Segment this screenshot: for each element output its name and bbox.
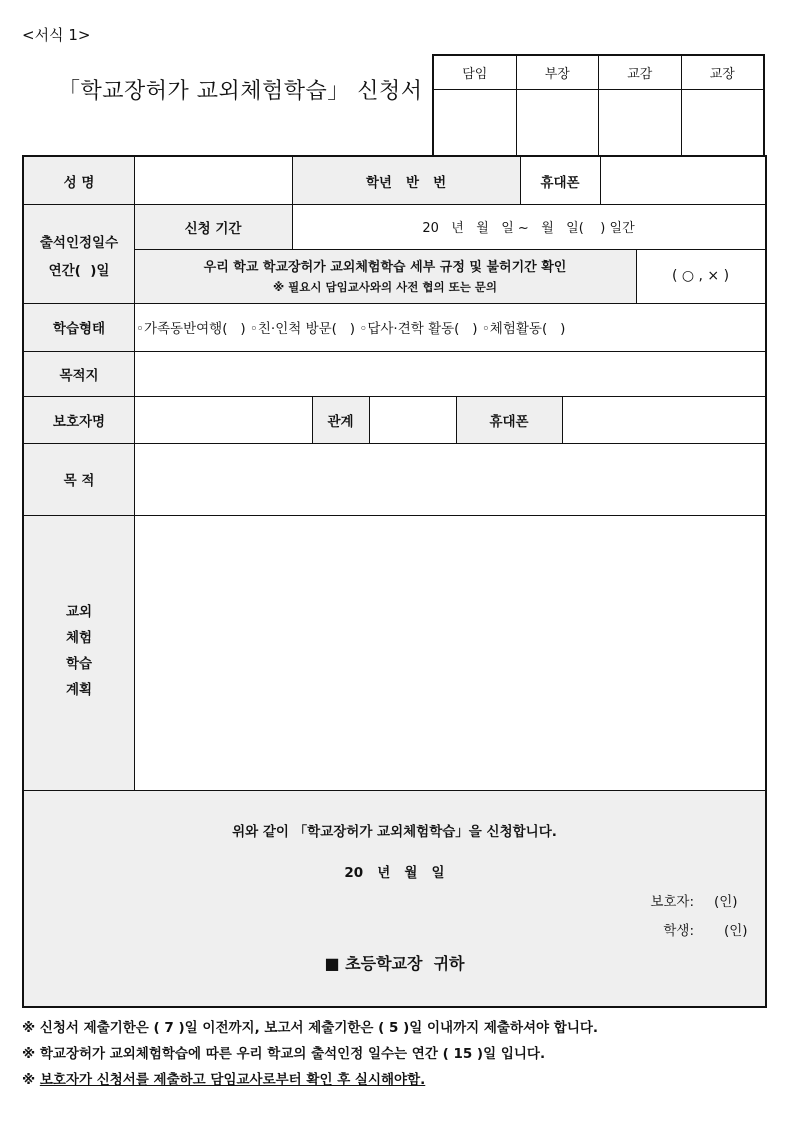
approval-vice-principal-label: 교감: [599, 56, 681, 90]
form-number: <서식 1>: [22, 26, 91, 44]
approval-box: [432, 54, 765, 157]
approval-homeroom-label: 담임: [434, 56, 516, 90]
apply-date: 20 년 월 일: [344, 865, 445, 881]
approval-principal-sign-field[interactable]: [682, 90, 764, 155]
plan-field[interactable]: [135, 515, 765, 790]
note-deadline: ※ 신청서 제출기한은 ( 7 )일 이전까지, 보고서 제출기한은 ( 5 )일 이내까지 제출하셔야 합니다.: [22, 1020, 599, 1036]
phone-field[interactable]: [601, 157, 765, 204]
approval-principal-label: 교장: [682, 56, 764, 90]
plan-label-3: 학습: [65, 656, 93, 672]
destination-label: 목적지: [59, 367, 99, 384]
attendance-days-label: 연간( )일: [48, 263, 110, 279]
attendance-label: 출석인정일수: [39, 235, 119, 251]
grade-class-label: 학년 반 번: [365, 174, 447, 191]
destination-field[interactable]: [135, 351, 765, 396]
guardian-name-field[interactable]: [135, 396, 312, 443]
addressee: ■ 초등학교장 귀하: [324, 953, 465, 973]
relation-label: 관계: [327, 413, 354, 430]
student-seal[interactable]: (인): [724, 923, 748, 939]
guardian-phone-field[interactable]: [563, 396, 765, 443]
approval-head: [517, 56, 600, 155]
apply-sentence: 위와 같이 「학교장허가 교외체험학습」을 신청합니다.: [232, 824, 557, 840]
learning-type-options[interactable]: ◦가족동반여행( ) ◦친·인척 방문( ) ◦답사·견학 활동( ) ◦체험활동( ): [136, 321, 566, 337]
name-field[interactable]: [135, 157, 292, 204]
period-field[interactable]: 20 년 월 일 ~ 월 일( ) 일간: [422, 221, 635, 236]
note-guardian-confirm: [22, 1068, 425, 1088]
student-sign-label: 학생:: [663, 923, 694, 939]
page-title: 「학교장허가 교외체험학습」 신청서: [58, 79, 423, 104]
phone-label: 휴대폰: [540, 174, 580, 191]
purpose-field[interactable]: [135, 443, 765, 515]
approval-homeroom-sign-field[interactable]: [434, 90, 516, 155]
name-label: 성 명: [63, 174, 95, 191]
period-label: 신청 기간: [184, 220, 242, 237]
approval-head-sign-field[interactable]: [517, 90, 599, 155]
approval-vice-principal-sign-field[interactable]: [599, 90, 681, 155]
guardian-phone-label: 휴대폰: [489, 413, 529, 430]
plan-label-1: 교외: [65, 604, 93, 620]
plan-label-4: 계획: [65, 682, 93, 698]
note-guardian-text: 보호자가 신청서를 제출하고 담임교사로부터 확인 후 실시해야함.: [39, 1072, 426, 1088]
learning-type-label: 학습형태: [52, 321, 106, 337]
application-form: [22, 155, 767, 1008]
approval-head-label: 부장: [517, 56, 599, 90]
rule-check-note: ※ 필요시 담임교사와의 사전 협의 또는 문의: [272, 280, 498, 294]
approval-vice-principal: [599, 56, 682, 155]
rule-check-ox-field[interactable]: ( ○ , × ): [671, 268, 730, 284]
approval-homeroom: [434, 56, 517, 155]
purpose-label: 목 적: [63, 473, 95, 489]
guardian-seal[interactable]: (인): [714, 894, 738, 910]
rule-check-text: 우리 학교 학교장허가 교외체험학습 세부 규정 및 불허기간 확인: [203, 259, 567, 275]
guardian-name-label: 보호자명: [52, 413, 106, 430]
guardian-sign-label: 보호자:: [650, 894, 694, 910]
note-guardian-prefix: ※: [22, 1072, 40, 1088]
plan-label-2: 체험: [65, 630, 93, 646]
note-attendance-days: ※ 학교장허가 교외체험학습에 따른 우리 학교의 출석인정 일수는 연간 ( 15 )일 입니다.: [22, 1046, 546, 1062]
relation-field[interactable]: [370, 396, 456, 443]
approval-principal: [682, 56, 764, 155]
